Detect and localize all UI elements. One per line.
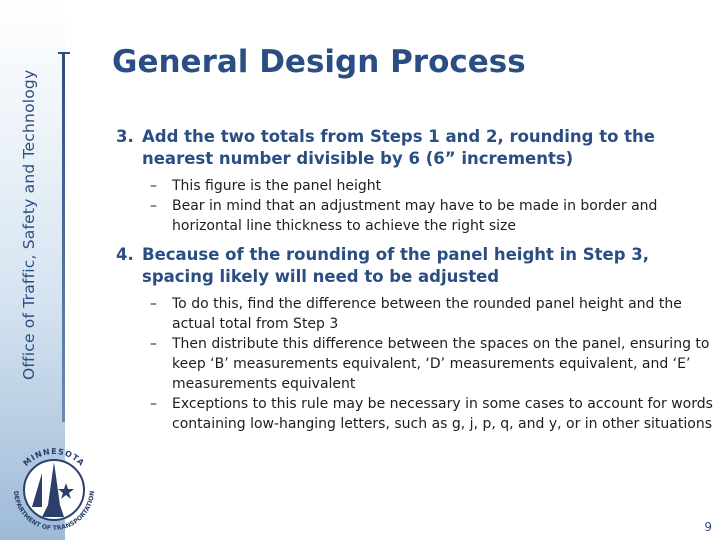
list-item: – To do this, find the difference between the rounded panel height and the actual total from Step 3	[150, 296, 682, 332]
list-item: – Then distribute this difference between the spaces on the panel, ensuring to keep ‘B’ measurements equivalent, ‘D’ measurements equivalent, and ‘E’ measurements equivalent	[150, 336, 710, 392]
step-4-number: 4.	[116, 245, 134, 264]
bullet-marker: –	[150, 396, 157, 412]
step-4-text: Because of the rounding of the panel height in Step 3, spacing likely will need to be adjusted	[142, 245, 650, 286]
step-3-number: 3.	[116, 127, 134, 146]
list-item: – This figure is the panel height	[150, 178, 382, 194]
step-3-bullets	[144, 176, 684, 236]
bullet-marker: –	[150, 336, 157, 352]
step-4	[116, 244, 701, 288]
page-number: 9	[704, 520, 712, 534]
logo-text-top: MINNESOTA	[21, 446, 87, 469]
slide-title: General Design Process	[112, 44, 526, 80]
list-item: – Exceptions to this rule may be necessary in some cases to account for words containing low-hanging letters, such as g, j, p, q, and y, or in other situations	[150, 396, 713, 432]
step-3-text: Add the two totals from Steps 1 and 2, rounding to the nearest number divisible by 6 (6” increments)	[142, 127, 655, 168]
bullet-marker: –	[150, 178, 157, 194]
logo-text-bottom: DEPARTMENT OF TRANSPORTATION	[11, 490, 97, 533]
bullet-marker: –	[150, 296, 157, 312]
sidebar-divider-cap	[58, 52, 70, 54]
mndot-logo	[4, 435, 104, 540]
sidebar-divider	[62, 52, 65, 422]
step-3	[116, 126, 696, 170]
sidebar-office-name: Office of Traffic, Safety and Technology	[20, 69, 38, 380]
list-item: – Bear in mind that an adjustment may have to be made in border and horizontal line thickness to achieve the right size	[150, 198, 658, 234]
step-4-bullets	[144, 294, 716, 434]
bullet-marker: –	[150, 198, 157, 214]
